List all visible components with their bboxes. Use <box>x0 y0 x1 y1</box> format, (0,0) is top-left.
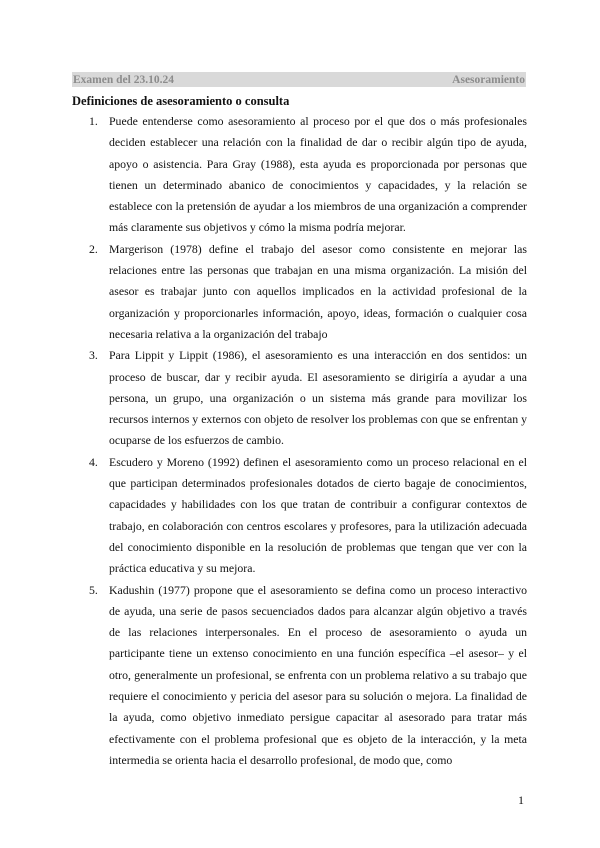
list-item-number: 3. <box>89 348 98 363</box>
list-item <box>72 111 527 239</box>
list-item-number: 2. <box>89 241 98 256</box>
list-item <box>72 452 527 580</box>
list-item <box>72 345 527 451</box>
list-item-text: Puede entenderse como asesoramiento al proceso por el que dos o más profesionales deciden establecer una relación con la finalidad de dar o recibir algún tipo de ayuda, apoyo o asistencia. Para Gray (1988), esta ayuda es proporcionada por personas que tienen un determinado abanico de conocimientos y capacidades, y la relación se establece con la pretensión de ayudar a los miembros de una organización a comprender más claramente sus objetivos y cómo la misma podría mejorar. <box>109 114 527 235</box>
list-item <box>72 239 527 345</box>
list-item-text: Kadushin (1977) propone que el asesoramiento se defina como un proceso interactivo de ayuda, una serie de pasos secuenciados dados para alcanzar algún objetivo a través de las relaciones interpersonales. En el proceso de asesoramiento o ayuda un participante tiene un extenso conocimiento en una función específica –el asesor– y el otro, generalmente un profesional, se enfrenta con un problema relativo a su trabajo que requiere el conocimiento y pericia del asesor para su solución o mejora. La finalidad de la ayuda, como objetivo inmediato persigue capacitar al asesorado para tratar más efectivamente con el problema profesional que es objeto de la interacción, y la meta intermedia se orienta hacia el desarrollo profesional, de modo que, como <box>109 582 527 767</box>
header-subject: Asesoramiento <box>452 73 525 86</box>
page-number: 1 <box>518 793 524 807</box>
page-header <box>72 72 526 87</box>
section-title: Definiciones de asesoramiento o consulta <box>72 94 290 108</box>
header-exam-date: Examen del 23.10.24 <box>73 73 174 86</box>
list-item <box>72 580 527 772</box>
list-item-number: 1. <box>89 114 98 128</box>
list-item-text: Para Lippit y Lippit (1986), el asesoramiento es una interacción en dos sentidos: un proceso de buscar, dar y recibir ayuda. El asesoramiento se dirigiría a ayudar a una persona, un grupo, una organización o un sistema más grande para movilizar los recursos internos y externos con objeto de resolver los problemas con que se enfrentan y ocuparse de los esfuerzos de cambio. <box>109 348 527 448</box>
list-item-number: 4. <box>89 454 98 469</box>
list-item-text: Margerison (1978) define el trabajo del asesor como consistente en mejorar las relaciones entre las personas que trabajan en una misma organización. La misión del asesor es trabajar junto con aquellos implicados en la actividad profesional de la organización y proporcionarles información, apoyo, ideas, formación o cualquier cosa necesaria relativa a la organización del trabajo <box>109 241 527 341</box>
list-item-text: Escudero y Moreno (1992) definen el asesoramiento como un proceso relacional en el que participan determinados profesionales dotados de cierto bagaje de conocimientos, capacidades y habilidades con los que tratan de contribuir a configurar contextos de trabajo, en colaboración con centros escolares y profesores, para la utilización adecuada del conocimiento disponible en la resolución de problemas que tengan que ver con la práctica educativa y su mejora. <box>109 454 527 576</box>
definitions-list <box>72 111 527 771</box>
list-item-number: 5. <box>89 582 98 597</box>
